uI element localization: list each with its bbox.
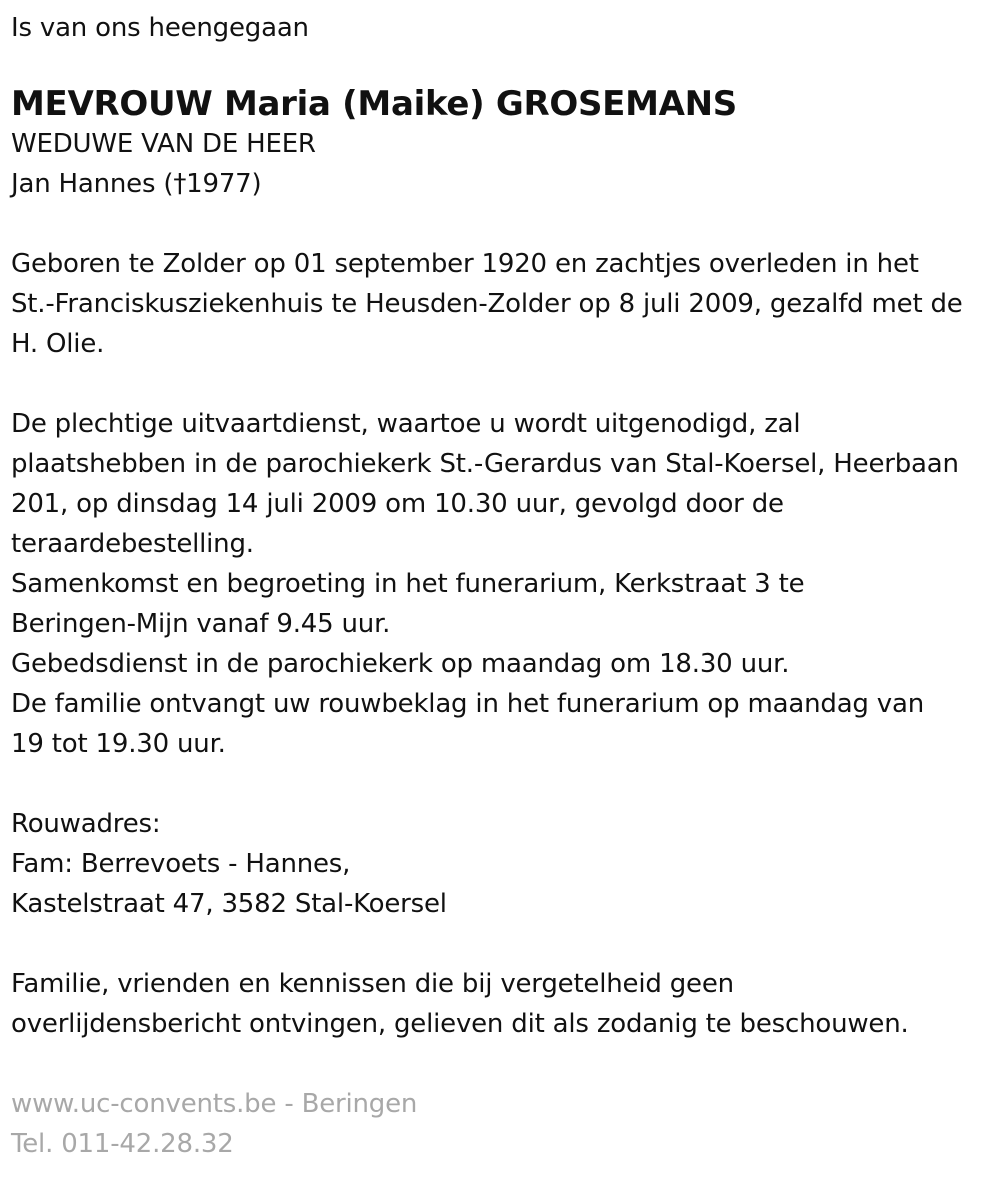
paragraph-line: Familie, vrienden en kennissen die bij vergetelheid geen bbox=[11, 969, 734, 999]
paragraph-line: 19 tot 19.30 uur. bbox=[11, 729, 226, 759]
funeral-paragraph bbox=[11, 404, 1000, 764]
spouse-title: WEDUWE VAN DE HEER bbox=[11, 129, 316, 159]
birth-death-paragraph bbox=[11, 244, 1000, 364]
paragraph-line: De plechtige uitvaartdienst, waartoe u wordt uitgenodigd, zal bbox=[11, 409, 801, 439]
paragraph-line: Beringen-Mijn vanaf 9.45 uur. bbox=[11, 609, 391, 639]
address-family: Fam: Berrevoets - Hannes, bbox=[11, 849, 351, 879]
spouse-block bbox=[11, 124, 1000, 204]
footer bbox=[11, 1084, 1000, 1164]
mourning-address bbox=[11, 804, 1000, 924]
intro-text: Is van ons heengegaan bbox=[11, 13, 309, 43]
paragraph-line: Samenkomst en begroeting in het funerarium, Kerkstraat 3 te bbox=[11, 569, 805, 599]
deceased-name: MEVROUW Maria (Maike) GROSEMANS bbox=[11, 84, 737, 124]
paragraph-line: De familie ontvangt uw rouwbeklag in het funerarium op maandag van bbox=[11, 689, 924, 719]
paragraph-line: H. Olie. bbox=[11, 329, 105, 359]
paragraph-line: 201, op dinsdag 14 juli 2009 om 10.30 uur, gevolgd door de bbox=[11, 489, 784, 519]
paragraph-line: Gebedsdienst in de parochiekerk op maandag om 18.30 uur. bbox=[11, 649, 790, 679]
paragraph-line: St.-Franciskusziekenhuis te Heusden-Zolder op 8 juli 2009, gezalfd met de bbox=[11, 289, 963, 319]
spouse-name: Jan Hannes (†1977) bbox=[11, 169, 262, 199]
footer-website: www.uc-convents.be - Beringen bbox=[11, 1089, 418, 1119]
paragraph-line: overlijdensbericht ontvingen, gelieven dit als zodanig te beschouwen. bbox=[11, 1009, 909, 1039]
notice-paragraph bbox=[11, 964, 1000, 1044]
address-street: Kastelstraat 47, 3582 Stal-Koersel bbox=[11, 889, 447, 919]
paragraph-line: Geboren te Zolder op 01 september 1920 en zachtjes overleden in het bbox=[11, 249, 919, 279]
paragraph-line: plaatshebben in de parochiekerk St.-Gerardus van Stal-Koersel, Heerbaan bbox=[11, 449, 959, 479]
footer-phone: Tel. 011-42.28.32 bbox=[11, 1129, 234, 1159]
address-label: Rouwadres: bbox=[11, 809, 161, 839]
paragraph-line: teraardebestelling. bbox=[11, 529, 254, 559]
